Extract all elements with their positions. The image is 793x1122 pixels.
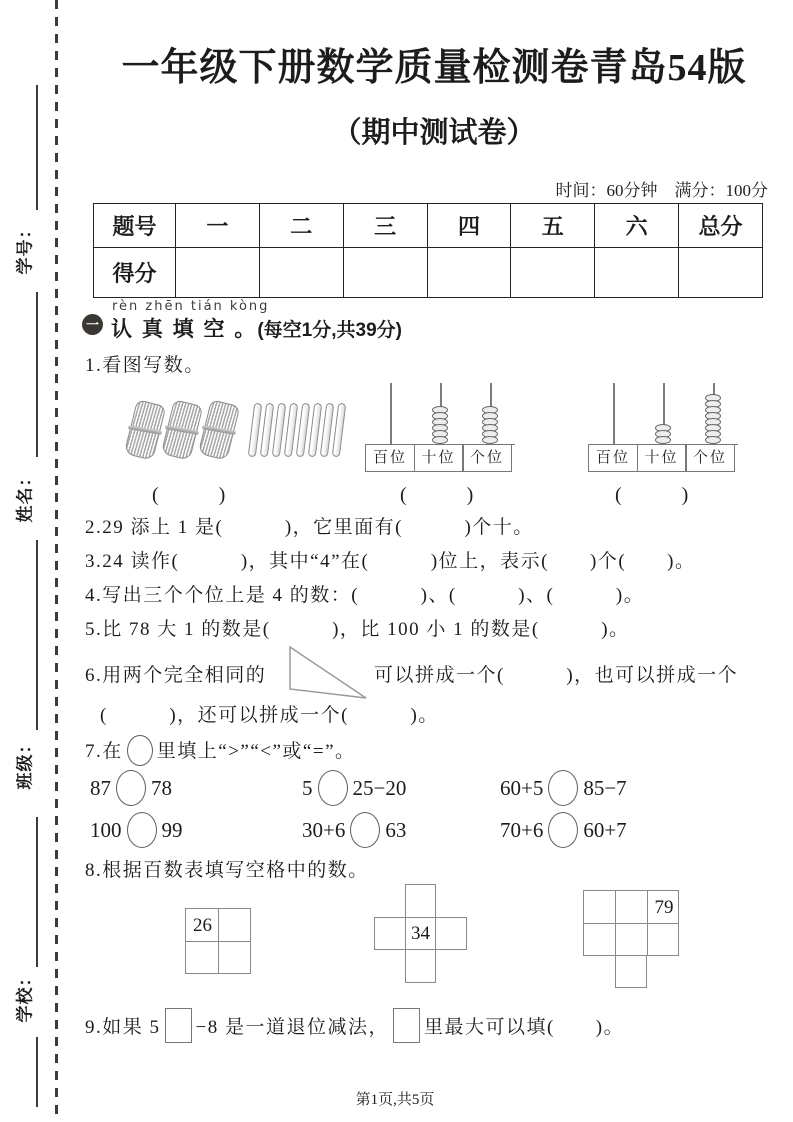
comparison-item <box>500 770 627 806</box>
exam-meta: 时间：60分钟 满分：100分 <box>555 181 768 200</box>
question-7-suffix: 里填上“>”“<”或“=”。 <box>156 741 356 762</box>
compare-right: 63 <box>385 818 407 842</box>
tens-rod <box>638 383 688 444</box>
header-cell: 三 <box>343 204 427 248</box>
ones-rod <box>465 383 515 444</box>
section-points: (每空1分,共39分) <box>257 320 402 341</box>
compare-right: 85−7 <box>583 776 627 800</box>
score-cell-empty <box>511 248 595 298</box>
digit-box-icon <box>393 1008 420 1043</box>
class-label: 班级： <box>15 735 35 790</box>
hundreds-rod <box>365 383 415 444</box>
hundred-chart-grid-3 <box>583 890 679 956</box>
hundreds-rod <box>588 383 638 444</box>
grid-value: 34 <box>411 922 430 944</box>
hundred-chart-grid-1 <box>185 908 251 974</box>
question-9-part2: −8 是一道退位减法， <box>195 1017 389 1038</box>
abacus-rods <box>588 383 738 444</box>
compare-left: 5 <box>302 776 313 800</box>
write-line-class <box>36 817 38 967</box>
comparison-item <box>500 812 627 848</box>
place-value-abacus-2 <box>588 383 738 472</box>
header-cell: 总分 <box>679 204 763 248</box>
score-cell-empty <box>259 248 343 298</box>
compare-right: 25−20 <box>352 776 407 800</box>
grid-value: 79 <box>654 896 674 918</box>
question-1: 1.看图写数。 <box>85 355 205 376</box>
comparison-item <box>302 770 406 806</box>
compare-circle-icon <box>350 812 380 848</box>
compare-left: 87 <box>90 776 111 800</box>
school-label: 学校： <box>15 968 35 1023</box>
question-9-part3: 里最大可以填( )。 <box>423 1017 625 1038</box>
comparison-item <box>90 812 183 848</box>
bead-stack <box>482 408 498 444</box>
bead-stack <box>432 408 448 444</box>
tens-label: 十位 <box>637 445 687 472</box>
answer-blank: ( ) <box>400 484 474 506</box>
header-cell: 四 <box>427 204 511 248</box>
write-line-top <box>36 85 38 210</box>
score-cell-empty <box>176 248 260 298</box>
compare-circle-icon <box>116 770 146 806</box>
compare-circle-icon <box>127 735 153 766</box>
compare-right: 99 <box>161 818 183 842</box>
compare-circle-icon <box>548 770 578 806</box>
ones-rod <box>688 383 738 444</box>
section-title <box>111 313 402 343</box>
stick-bundle-icon <box>161 399 204 461</box>
compare-circle-icon <box>127 812 157 848</box>
question-7-prefix: 7.在 <box>85 741 123 762</box>
tens-label: 十位 <box>414 445 464 472</box>
abacus-bead-icon <box>705 436 721 444</box>
compare-circle-icon <box>548 812 578 848</box>
write-line-name <box>36 540 38 730</box>
stick-bundle-icon <box>198 399 241 461</box>
score-row-label: 得分 <box>94 248 176 298</box>
score-cell-empty <box>427 248 511 298</box>
bead-stack <box>655 426 671 444</box>
stick-bundle-icon <box>124 399 167 461</box>
right-triangle-icon <box>286 643 370 703</box>
question-4: 4.写出三个个位上是 4 的数：( )、( )、( )。 <box>85 585 645 606</box>
question-5: 5.比 78 大 1 的数是( )，比 100 小 1 的数是( )。 <box>85 619 630 640</box>
score-cell-empty <box>343 248 427 298</box>
question-9-part1: 9.如果 5 <box>85 1017 161 1038</box>
question-9 <box>85 1008 624 1043</box>
question-2: 2.29 添上 1 是( )，它里面有( )个十。 <box>85 517 534 538</box>
header-cell: 五 <box>511 204 595 248</box>
score-cell-empty <box>679 248 763 298</box>
answer-blank: ( ) <box>152 484 226 506</box>
bead-stack <box>705 396 721 444</box>
abacus-bead-icon <box>432 436 448 444</box>
compare-left: 100 <box>90 818 122 842</box>
stick-bundles <box>130 402 241 458</box>
section-number-badge-icon: 一 <box>82 314 103 335</box>
header-cell: 题号 <box>94 204 176 248</box>
student-name-label: 姓名： <box>15 468 35 523</box>
compare-right: 78 <box>151 776 172 800</box>
student-id-label: 学号： <box>15 220 35 275</box>
page-title: 一年级下册数学质量检测卷青岛54版 <box>121 47 747 89</box>
answer-blank: ( ) <box>615 484 689 506</box>
section-pinyin: rèn zhēn tián kòng <box>112 299 270 314</box>
write-line-student-id <box>36 292 38 457</box>
compare-right: 60+7 <box>583 818 627 842</box>
question-7 <box>85 735 356 766</box>
hundreds-label: 百位 <box>588 445 638 472</box>
ones-label: 个位 <box>462 445 512 472</box>
page-subtitle: （期中测试卷） <box>332 117 536 149</box>
question-8: 8.根据百数表填写空格中的数。 <box>85 860 369 881</box>
comparison-item <box>302 812 406 848</box>
question-6-part1: 6.用两个完全相同的 <box>85 665 267 686</box>
score-table-score-row <box>94 248 763 298</box>
place-value-labels <box>588 444 738 472</box>
abacus-bead-icon <box>482 436 498 444</box>
comparison-item <box>90 770 172 806</box>
single-sticks <box>247 403 343 457</box>
page-number: 第1页,共5页 <box>355 1092 435 1108</box>
compare-left: 30+6 <box>302 818 346 842</box>
abacus-rods <box>365 383 515 444</box>
grid-value: 26 <box>193 914 212 936</box>
question-3: 3.24 读作( )，其中“4”在( )位上，表示( )个( )。 <box>85 551 696 572</box>
place-value-labels <box>365 444 515 472</box>
score-cell-empty <box>595 248 679 298</box>
header-cell: 一 <box>176 204 260 248</box>
header-cell: 二 <box>259 204 343 248</box>
digit-box-icon <box>165 1008 192 1043</box>
question-6-line2: ( )，还可以拼成一个( )。 <box>100 705 439 726</box>
compare-circle-icon <box>318 770 348 806</box>
score-table <box>93 203 763 298</box>
place-value-abacus-1 <box>365 383 515 472</box>
sticks-picture <box>130 398 343 462</box>
compare-left: 70+6 <box>500 818 544 842</box>
question-6-part2: 可以拼成一个( )，也可以拼成一个 <box>374 665 739 686</box>
tens-rod <box>415 383 465 444</box>
hundred-chart-grid-3-bottom-cell <box>615 955 647 988</box>
ones-label: 个位 <box>685 445 735 472</box>
seal-dashed-line <box>55 0 58 1122</box>
compare-left: 60+5 <box>500 776 544 800</box>
header-cell: 六 <box>595 204 679 248</box>
section-title-text: 认 真 填 空 。 <box>111 318 258 341</box>
abacus-bead-icon <box>655 436 671 444</box>
score-table-header-row <box>94 204 763 248</box>
hundreds-label: 百位 <box>365 445 415 472</box>
single-stick-icon <box>332 403 347 458</box>
